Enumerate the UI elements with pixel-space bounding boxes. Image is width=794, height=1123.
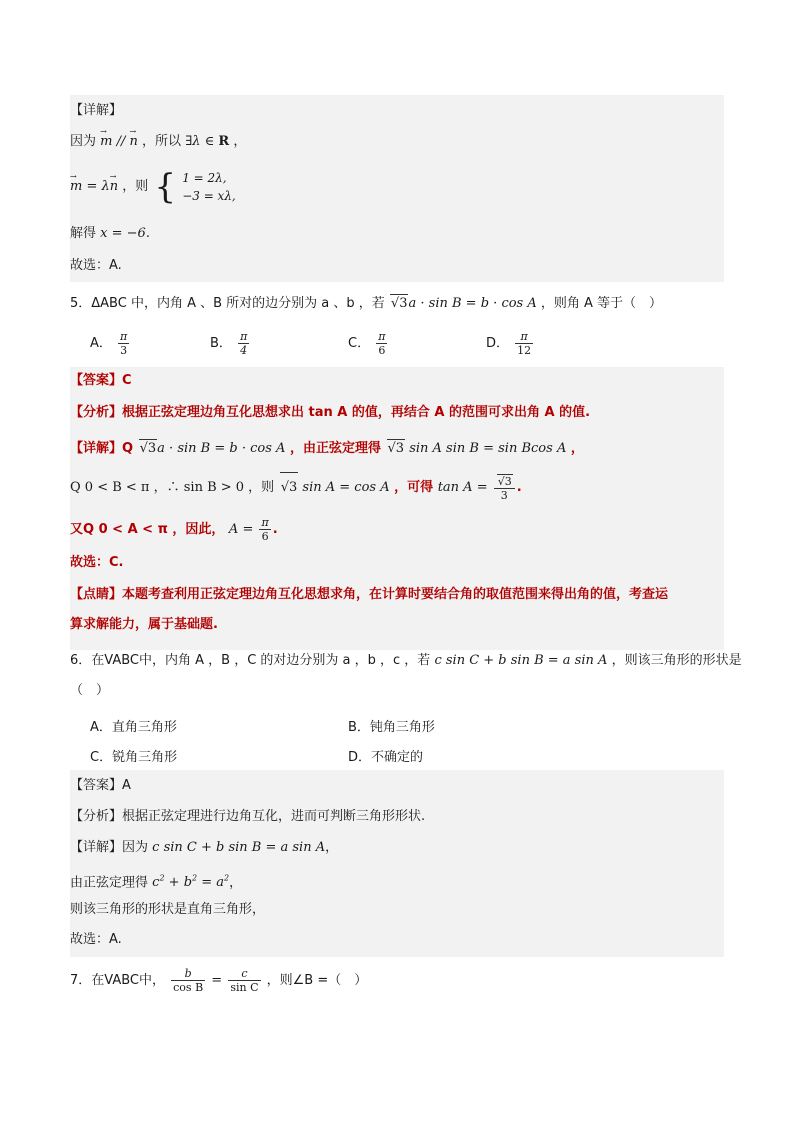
detail-label: 【详解】 [70,103,123,118]
q5-answer: 【答案】C [70,373,132,388]
choose-line: 故选：A. [70,258,122,273]
q6-detail-line3: 则该三角形的形状是直角三角形， [70,902,266,917]
q5-choose: 故选：C. [70,555,124,570]
equation-system: 1 = 2λ, −3 = xλ, [182,170,236,203]
q5-condition: √3a · sin B = b · cos A [390,296,537,311]
q5-detail-line3: 又Q 0 < A < π ，因此， A = $\frac{\pi}{6}$ . [70,516,278,543]
q6-detail-line2: 由正弦定理得 $c^2 + b^2 = a^2$， [70,874,243,891]
q6-option-c[interactable]: C．锐角三角形 [90,750,178,765]
q7-fraction-left: $\frac{b}{\text{cos B}}$ [173,967,204,994]
q6-choose: 故选：A. [70,932,122,947]
q5-comment-line2: 算求解能力，属于基础题. [70,617,218,632]
solution-block-q4 [70,95,724,282]
detail-line-solve: 解得 x = −6. [70,226,150,241]
detail-line-system: → m = λ→ n ，则 { 1 = 2λ, −3 = xλ, [70,167,236,207]
solution-block-q5 [70,367,724,650]
solution-block-q6 [70,770,724,957]
q6-option-d[interactable]: D．不确定的 [348,750,424,765]
q5-detail-line1: 【详解】Q √3a · sin B = b · cos A ，由正弦定理得 √3 sin A sin B = sin Bcos A ， [70,441,584,456]
q6-option-b[interactable]: B．钝角三角形 [348,720,435,735]
question-6-parens: （ ） [70,683,110,698]
parallel-expression: → m // → n [100,134,138,149]
detail-line-parallel: 因为 → m // → n ，所以 ∃λ ∈ R ， [70,133,246,151]
vector-equation: → m = λ→ n [70,179,118,194]
q6-answer: 【答案】A [70,778,131,793]
q5-option-b[interactable]: B． $\frac{\pi}{4}$ [210,330,248,357]
q6-detail-line1: 【详解】因为 c sin C + b sin B = a sin A， [70,840,339,855]
pythagorean-equation: $c^2 + b^2 = a^2$ [152,874,230,891]
system-brace: { [154,166,177,207]
question-5-stem: 5．ΔABC 中，内角 A 、B 所对的边分别为 a 、b ，若 √3a · sin B = b · cos A ，则角 A 等于（ ） [70,296,663,311]
q5-comment-line1: 【点睛】本题考查利用正弦定理边角互化思想求角，在计算时要结合角的取值范围来得出角的值，考查运 [70,587,669,602]
question-7-stem: 7．在VABC中， $\frac{b}{\text{cos B}}$ = $\frac{c}{\text{sin C}}$ ，则∠B =（ ） [70,967,368,994]
question-6-stem: 6．在VABC中，内角 A ，B ，C 的对边分别为 a ，b ，c ，若 c sin C + b sin B = a sin A ，则该三角形的形状是 [70,653,742,668]
q6-option-a[interactable]: A．直角三角形 [90,720,177,735]
q5-option-a[interactable]: A． $\frac{\pi}{3}$ [90,330,128,357]
q7-fraction-right: $\frac{c}{\text{sin C}}$ [230,967,259,994]
q5-detail-line2: Q 0 < B < π ，∴ sin B > 0 ，则 √3 sin A = cos A ，可得 tan A = $\frac{√3}{3}$ . [70,472,522,502]
q5-option-d[interactable]: D． $\frac{\pi}{12}$ [486,330,532,357]
q5-option-c[interactable]: C． $\frac{\pi}{6}$ [348,330,386,357]
q5-analysis: 【分析】根据正弦定理边角互化思想求出 tan A 的值，再结合 A 的范围可求出角 A 的值. [70,405,591,420]
exists-lambda-expression: ∃λ ∈ R [185,134,230,149]
q6-analysis: 【分析】根据正弦定理进行边角互化，进而可判断三角形形状. [70,809,426,824]
